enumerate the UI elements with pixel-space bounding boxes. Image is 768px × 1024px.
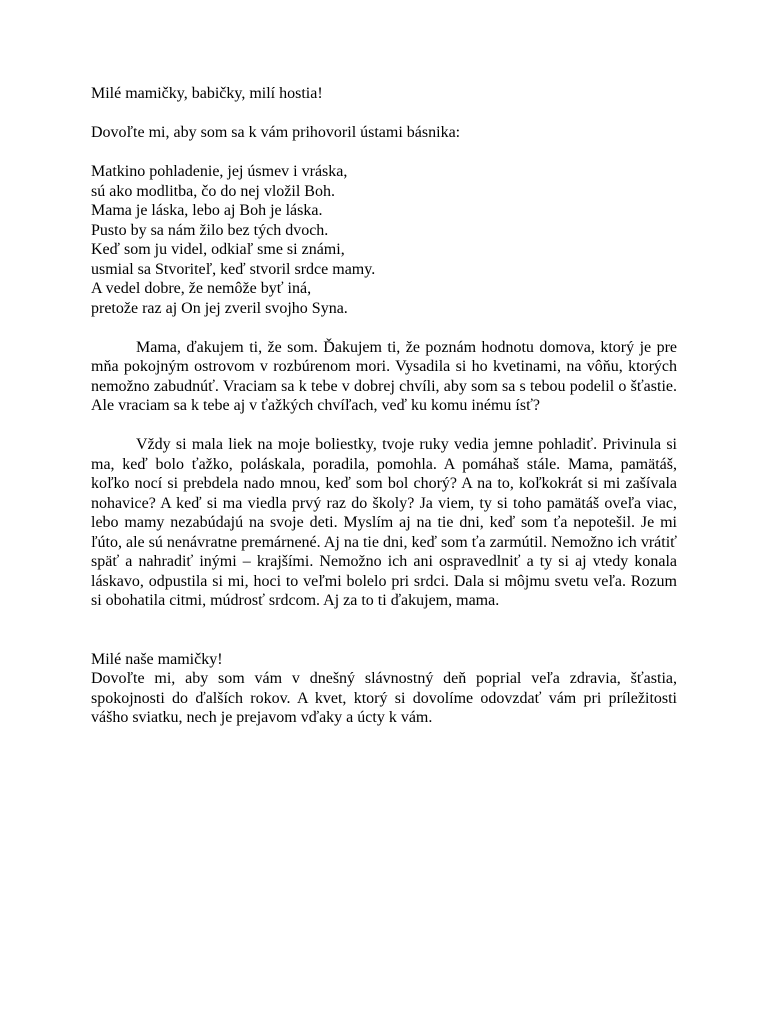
document-page xyxy=(91,84,677,728)
paragraph-thanks: Mama, ďakujem ti, že som. Ďakujem ti, že poznám hodnotu domova, ktorý je pre mňa pokojným ostrovom v rozbúrenom mori. Vysadila si ho kvetinami, na vôňu, ktorých nemožno zabudnúť. Vraciam sa k tebe v dobrej chvíli, aby som sa s tebou podelil o šťastie. Ale vraciam sa k tebe aj v ťažkých chvíľach, veď ku komu inému ísť? xyxy=(91,338,677,414)
poem-line: sú ako modlitba, čo do nej vložil Boh. xyxy=(91,182,335,200)
closing-greeting: Milé naše mamičky! xyxy=(91,650,223,668)
poem-line: Matkino pohladenie, jej úsmev i vráska, xyxy=(91,163,348,180)
poem-line: usmial sa Stvoriteľ, keď stvoril srdce mamy. xyxy=(91,260,376,278)
greeting: Milé mamičky, babičky, milí hostia! xyxy=(91,85,323,102)
poem-line: Keď som ju videl, odkiaľ sme si známi, xyxy=(91,241,345,258)
spacer xyxy=(91,318,677,338)
spacer xyxy=(91,104,677,124)
poem-line: Pusto by sa nám žilo bez tých dvoch. xyxy=(91,221,329,239)
spacer xyxy=(91,416,677,436)
poem-line: A vedel dobre, že nemôže byť iná, xyxy=(91,280,312,297)
spacer xyxy=(91,611,677,650)
poem xyxy=(91,162,677,318)
poem-line: pretože raz aj On jej zveril svojho Syna. xyxy=(91,299,348,317)
spacer xyxy=(91,143,677,163)
poem-line: Mama je láska, lebo aj Boh je láska. xyxy=(91,202,323,219)
paragraph-memories: Vždy si mala liek na moje boliestky, tvoje ruky vedia jemne pohladiť. Privinula si ma, keď bolo ťažko, poláskala, poradila, pomohla. A pomáhaš stále. Mama, pamätáš, koľko nocí si prebdela nado mnou, keď som bol chorý? A na to, koľkokrát si mi zašívala nohavice? A keď si ma viedla prvý raz do školy? Ja viem, ty si toho pamätáš oveľa viac, lebo mamy nezabúdajú na svoje deti. Myslím aj na tie dni, keď som ťa nepotešil. Je mi ľúto, ale sú nenávratne premárnené. Aj na tie dni, keď som ťa zarmútil. Nemožno ich vrátiť späť a nahradiť inými – krajšími. Nemožno ich ani ospravedlniť a ty si aj vtedy konala láskavo, odpustila si mi, hoci to veľmi bolelo pri srdci. Dala si môjmu svetu veľa. Rozum si obohatila citmi, múdrosť srdcom. Aj za to ti ďakujem, mama. xyxy=(91,436,677,609)
intro-line: Dovoľte mi, aby som sa k vám prihovoril ústami básnika: xyxy=(91,124,461,141)
closing-wishes: Dovoľte mi, aby som vám v dnešný slávnostný deň poprial veľa zdravia, šťastia, spokojnosti do ďalších rokov. A kvet, ktorý si dovolíme odovzdať vám pri príležitosti vášho sviatku, nech je prejavom vďaky a úcty k vám. xyxy=(91,670,677,726)
